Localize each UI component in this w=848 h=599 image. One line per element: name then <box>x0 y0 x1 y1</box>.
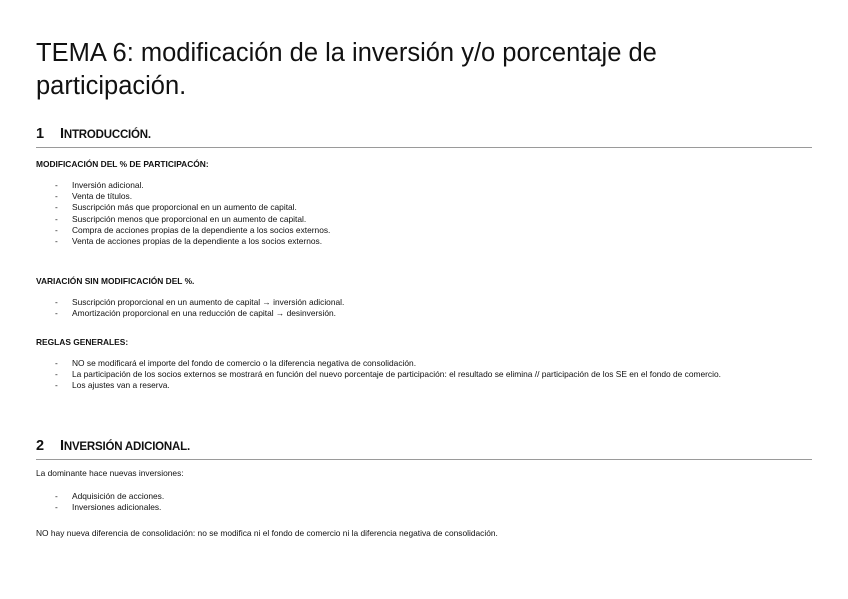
list-item: - Venta de títulos. <box>36 191 812 202</box>
section-number: 1 <box>36 126 44 142</box>
section-heading-inversion-adicional <box>36 437 812 460</box>
section-closing: NO hay nueva diferencia de consolidación: no se modifica ni el fondo de comercio ni la diferencia negativa de consolidación. <box>36 528 498 538</box>
list-item: - Inversiones adicionales. <box>36 502 812 513</box>
list-item: - Suscripción proporcional en un aumento de capital → inversión adicional. <box>36 297 812 308</box>
list-item: - NO se modificará el importe del fondo de comercio o la diferencia negativa de consolidación. <box>36 358 812 369</box>
list-inversion <box>36 491 812 513</box>
section-number: 2 <box>36 438 44 454</box>
list-reglas <box>36 358 812 392</box>
list-item: - Los ajustes van a reserva. <box>36 380 812 391</box>
section-intro: La dominante hace nuevas inversiones: <box>36 468 184 478</box>
list-item: - Suscripción menos que proporcional en un aumento de capital. <box>36 214 812 225</box>
subsection-heading-modificacion: MODIFICACIÓN DEL % DE PARTICIPACÓN: <box>36 159 209 169</box>
subsection-heading-reglas: REGLAS GENERALES: <box>36 337 129 347</box>
list-item: - Adquisición de acciones. <box>36 491 812 502</box>
list-item: - Inversión adicional. <box>36 180 812 191</box>
section-heading-introduccion <box>36 125 812 148</box>
list-item: - Amortización proporcional en una reducción de capital → desinversión. <box>36 308 812 319</box>
section-heading-text: NVERSIÓN ADICIONAL. <box>63 441 190 453</box>
list-item: - Compra de acciones propias de la dependiente a los socios externos. <box>36 225 812 236</box>
section-heading-initial: I <box>60 438 64 454</box>
list-item: - La participación de los socios externos se mostrará en función del nuevo porcentaje de participación: el resultado se elimina // participación de los SE en el fondo de comercio. <box>36 369 812 380</box>
section-heading-initial: I <box>60 126 64 142</box>
subsection-heading-variacion: VARIACIÓN SIN MODIFICACIÓN DEL %. <box>36 276 195 286</box>
list-variacion <box>36 297 812 319</box>
page-title: TEMA 6: modificación de la inversión y/o porcentaje de participación. <box>36 39 657 100</box>
list-item: - Venta de acciones propias de la dependiente a los socios externos. <box>36 236 812 247</box>
list-modificacion <box>36 180 812 247</box>
section-heading-text: NTRODUCCIÓN. <box>63 129 151 141</box>
list-item: - Suscripción más que proporcional en un aumento de capital. <box>36 202 812 213</box>
